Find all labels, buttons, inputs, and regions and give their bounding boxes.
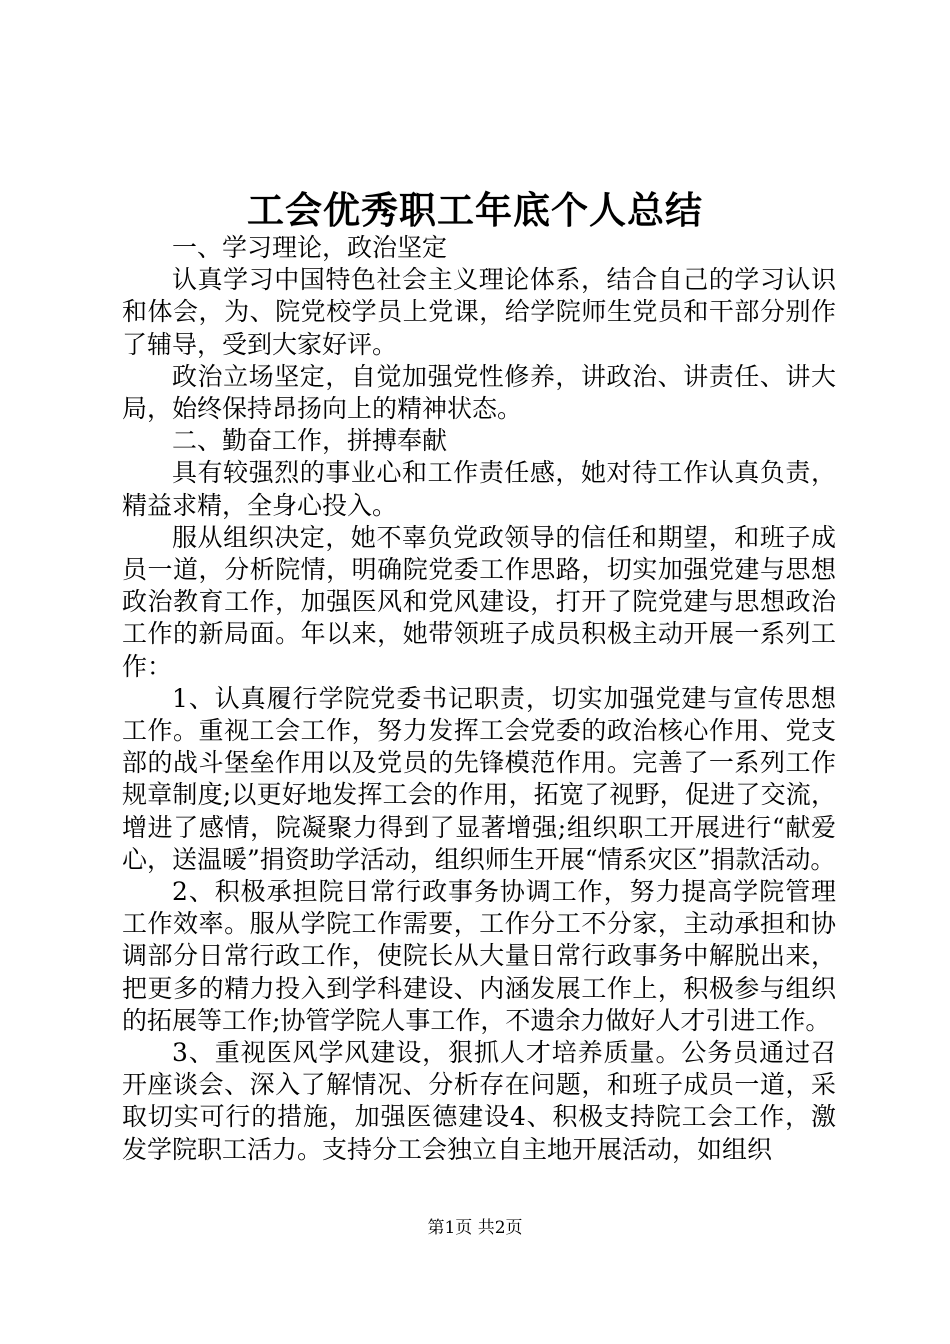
list-item-1: 1、认真履行学院党委书记职责，切实加强党建与宣传思想工作。重视工会工作，努力发挥工会党委的政治核心作用、党支部的战斗堡垒作用以及党员的先锋模范作用。完善了一系列工作规章制度;以更好地发挥工会的作用，拓宽了视野，促进了交流，增进了感情，院凝聚力得到了显著增强;组织职工开展进行“献爱心，送温暖”捐资助学活动，组织师生开展“情系灾区”捐款活动。 bbox=[122, 683, 836, 874]
paragraph: 政治立场坚定，自觉加强党性修养，讲政治、讲责任、讲大局，始终保持昂扬向上的精神状态。 bbox=[122, 361, 836, 424]
section-heading-1: 一、学习理论，政治坚定 bbox=[172, 233, 448, 262]
paragraph: 具有较强烈的事业心和工作责任感，她对待工作认真负责，精益求精，全身心投入。 bbox=[122, 458, 836, 520]
document-title: 工会优秀职工年底个人总结 bbox=[247, 188, 703, 232]
list-item-2: 2、积极承担院日常行政事务协调工作，努力提高学院管理工作效率。服从学院工作需要，工作分工不分家，主动承担和协调部分日常行政工作，使院长从大量日常行政事务中解脱出来，把更多的精力投入到学科建设、内涵发展工作上，积极参与组织的拓展等工作;协管学院人事工作，不遗余力做好人才引进工作。 bbox=[122, 877, 836, 1035]
paragraph: 服从组织决定，她不辜负党政领导的信任和期望，和班子成员一道，分析院情，明确院党委工作思路，切实加强党建与思想政治教育工作，加强医风和党风建设，打开了院党建与思想政治工作的新局面。年以来，她带领班子成员积极主动开展一系列工作： bbox=[122, 522, 836, 681]
list-item-3: 3、重视医风学风建设，狠抓人才培养质量。公务员通过召开座谈会、深入了解情况、分析存在问题，和班子成员一道，采取切实可行的措施，加强医德建设4、积极支持院工会工作，激发学院职工活力。支持分工会独立自主地开展活动，如组织 bbox=[122, 1038, 836, 1164]
paragraph: 认真学习中国特色社会主义理论体系，结合自己的学习认识和体会，为、院党校学员上党课，给学院师生党员和干部分别作了辅导，受到大家好评。 bbox=[122, 265, 836, 359]
section-heading-2: 二、勤奋工作，拼搏奉献 bbox=[172, 426, 448, 456]
document-body bbox=[122, 232, 836, 1166]
page-footer: 第1页 共2页 bbox=[427, 1218, 523, 1238]
